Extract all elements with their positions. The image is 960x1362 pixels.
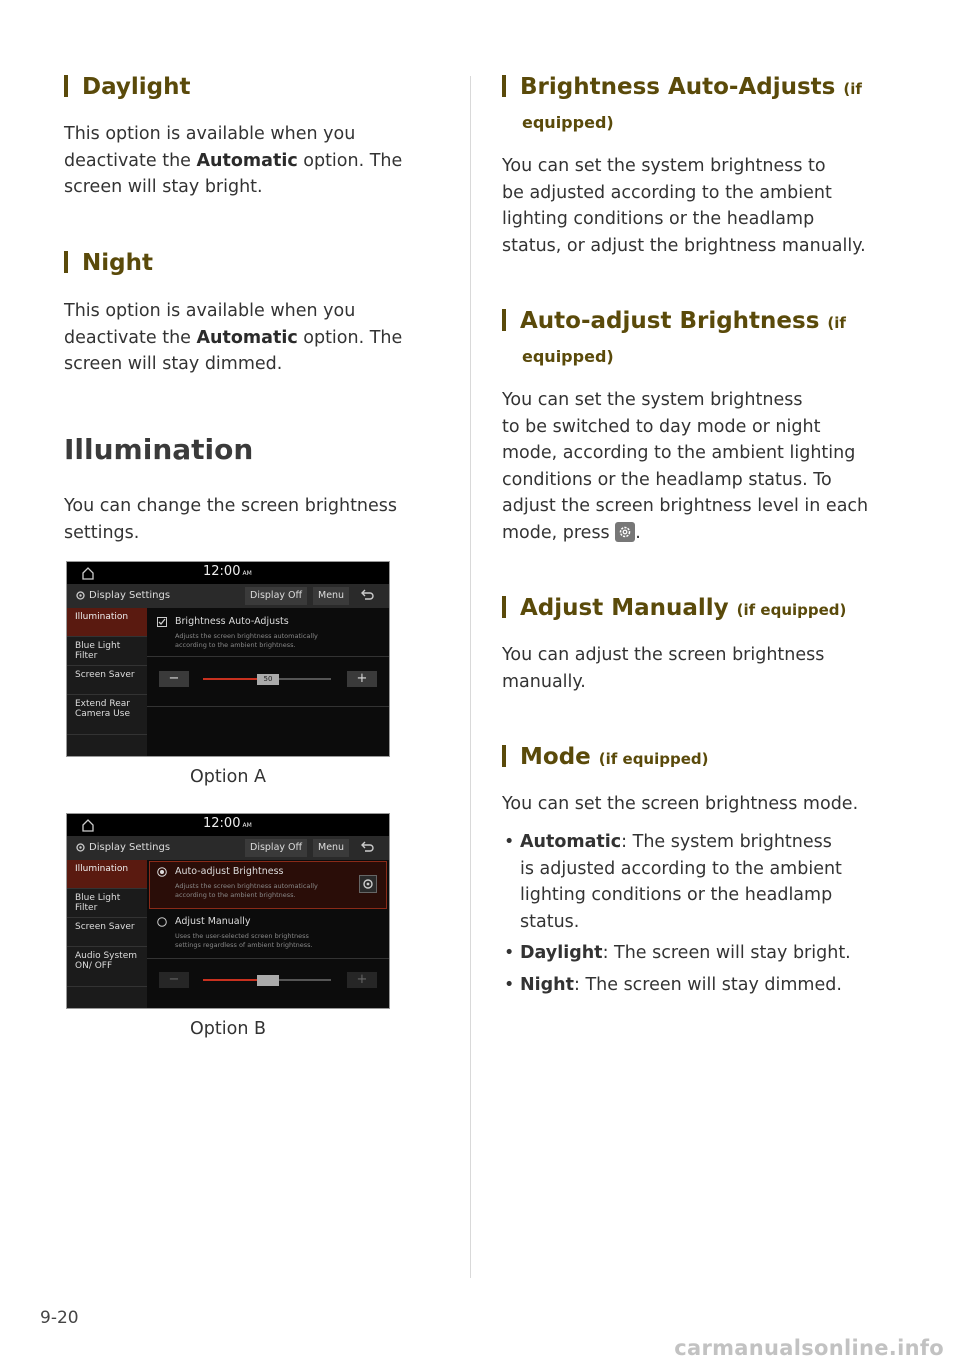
text: Uses the user-selected screen brightness <box>175 932 309 940</box>
slider-knob[interactable] <box>257 975 279 986</box>
adjust-manually-heading-text: Adjust Manually <box>520 595 729 621</box>
illumination-heading: Illumination <box>64 433 254 466</box>
text: AM <box>242 822 252 829</box>
list-item <box>502 940 851 967</box>
text: according to the ambient brightness. <box>175 891 296 899</box>
radio-unselected-icon[interactable] <box>157 917 167 927</box>
text: 12:00 <box>203 564 241 579</box>
text: is adjusted according to the ambient <box>520 858 842 879</box>
sidebar-item-illumination[interactable]: Illumination <box>67 608 147 637</box>
display-off-button[interactable]: Display Off <box>245 839 307 857</box>
mode-intro: You can set the screen brightness mode. <box>502 794 859 814</box>
text: option. The <box>297 327 403 348</box>
text: • <box>504 832 515 852</box>
qualifier: (if equipped) <box>736 601 847 619</box>
screenshot-option-a <box>66 561 390 757</box>
screenshot-option-b <box>66 813 390 1009</box>
sidebar-item-screen-saver[interactable]: Screen Saver <box>67 666 147 695</box>
text: mode, press <box>502 522 610 543</box>
text: lighting conditions or the headlamp <box>520 885 833 905</box>
qualifier: (if <box>827 314 846 332</box>
adjust-manually-body <box>502 642 824 695</box>
text: conditions or the headlamp status. To <box>502 469 832 490</box>
clock <box>203 564 252 579</box>
automatic-term: Automatic <box>196 150 298 171</box>
settings-header <box>67 584 389 608</box>
text: be adjusted according to the ambient <box>502 182 832 203</box>
night-line-2 <box>64 325 402 352</box>
mode-heading <box>502 742 709 774</box>
adjust-manually-heading <box>502 593 846 625</box>
gear-icon <box>615 522 635 542</box>
mode-heading-text: Mode <box>520 744 591 770</box>
night-line-3: screen will stay dimmed. <box>64 354 283 374</box>
checkbox-icon[interactable] <box>157 617 167 627</box>
text: You can set the system brightness to <box>502 156 826 176</box>
gear-icon[interactable] <box>359 875 377 893</box>
text: settings regardless of ambient brightness. <box>175 941 313 949</box>
daylight-line-2 <box>64 148 402 175</box>
settings-sidebar <box>67 860 147 1008</box>
menu-button[interactable]: Menu <box>313 587 349 605</box>
clock <box>203 816 252 831</box>
column-divider <box>470 76 471 1278</box>
option-adjust-manually-desc <box>175 932 313 950</box>
caption-option-b: Option B <box>190 1019 266 1039</box>
home-icon <box>73 564 103 582</box>
text: 12:00 <box>203 816 241 831</box>
option-title: Brightness Auto-Adjusts <box>175 616 289 627</box>
header-title: Display Settings <box>89 842 171 853</box>
brightness-auto-body <box>502 153 866 259</box>
slider-knob[interactable]: 50 <box>257 674 279 685</box>
back-icon[interactable] <box>359 841 375 855</box>
text: deactivate the <box>64 327 191 348</box>
text: AM <box>242 570 252 577</box>
header-title: Display Settings <box>89 590 171 601</box>
decrease-button[interactable]: − <box>159 671 189 687</box>
heading-bar <box>502 745 506 767</box>
option-adjust-manually-title: Adjust Manually <box>175 916 251 927</box>
text: : The screen will stay dimmed. <box>574 974 842 995</box>
brightness-auto-heading-text: Brightness Auto-Adjusts <box>520 74 836 100</box>
night-heading-text: Night <box>82 250 153 276</box>
text: manually. <box>502 671 586 692</box>
text: lighting conditions or the headlamp <box>502 209 815 229</box>
brightness-auto-heading <box>502 72 862 138</box>
text: : The screen will stay bright. <box>602 943 851 963</box>
text: • <box>504 974 515 995</box>
text: mode, according to the ambient lighting <box>502 443 856 463</box>
daylight-body <box>64 121 402 201</box>
text: You can adjust the screen brightness <box>502 645 825 665</box>
daylight-line-1: This option is available when you <box>64 124 356 144</box>
gear-icon <box>75 590 86 601</box>
illumination-line-2: settings. <box>64 522 140 543</box>
increase-button[interactable]: + <box>347 671 377 687</box>
daylight-line-3: screen will stay bright. <box>64 177 263 197</box>
separator <box>147 656 389 657</box>
daylight-heading-text: Daylight <box>82 74 191 100</box>
gear-icon <box>75 842 86 853</box>
text: Night <box>520 974 574 995</box>
qualifier: (if equipped) <box>598 750 709 768</box>
slider-fill <box>203 979 261 981</box>
sidebar-item-illumination[interactable]: Illumination <box>67 860 147 889</box>
home-icon <box>73 816 103 834</box>
separator <box>147 958 389 959</box>
status-bar <box>67 814 389 836</box>
page-number: 9-20 <box>40 1308 79 1328</box>
night-heading <box>64 248 153 278</box>
sidebar-item-screen-saver[interactable]: Screen Saver <box>67 918 147 947</box>
auto-adjust-heading-text: Auto-adjust Brightness <box>520 308 820 334</box>
text: Adjusts the screen brightness automatically <box>175 882 318 890</box>
settings-header <box>67 836 389 860</box>
text: Automatic <box>520 832 622 852</box>
status-bar <box>67 562 389 584</box>
text: • <box>504 943 515 963</box>
auto-adjust-heading <box>502 306 846 372</box>
text: option. The <box>297 150 403 171</box>
text: status. <box>520 911 580 932</box>
daylight-heading <box>64 72 191 102</box>
sidebar-item-blue-light[interactable]: Blue Light Filter <box>67 889 147 918</box>
text: Daylight <box>520 943 603 963</box>
heading-bar <box>502 309 506 331</box>
settings-main <box>147 860 389 1008</box>
increase-button[interactable]: + <box>347 972 377 988</box>
radio-selected-icon[interactable] <box>157 867 167 877</box>
option-desc <box>175 632 318 650</box>
separator <box>147 706 389 707</box>
settings-main <box>147 608 389 756</box>
text: adjust the screen brightness level in each <box>502 496 869 516</box>
watermark: carmanualsonline.info <box>674 1336 944 1360</box>
text: You can set the system brightness <box>502 390 803 410</box>
automatic-term: Automatic <box>196 327 298 348</box>
heading-bar <box>502 596 506 618</box>
menu-button[interactable]: Menu <box>313 839 349 857</box>
sidebar-item-blue-light[interactable]: Blue Light Filter <box>67 637 147 666</box>
text: status, or adjust the brightness manually. <box>502 235 866 256</box>
qualifier: (if <box>843 80 862 98</box>
auto-adjust-body <box>502 387 868 546</box>
settings-sidebar <box>67 608 147 756</box>
back-icon[interactable] <box>359 589 375 603</box>
caption-option-a: Option A <box>190 767 266 787</box>
display-off-button[interactable]: Display Off <box>245 587 307 605</box>
illumination-body <box>64 493 397 546</box>
qualifier-cont: equipped) <box>522 347 614 366</box>
heading-bar <box>64 75 68 97</box>
heading-bar <box>502 75 506 97</box>
mode-list <box>502 829 851 1003</box>
list-item <box>502 972 851 999</box>
illumination-line-1: You can change the screen brightness <box>64 496 398 516</box>
text: deactivate the <box>64 150 191 171</box>
sidebar-item-audio-system[interactable]: Audio System ON/ OFF <box>67 947 147 987</box>
sidebar-item-rear-camera[interactable]: Extend Rear Camera Use <box>67 695 147 735</box>
text: : The system brightness <box>621 832 832 852</box>
option-auto-adjust-desc <box>175 882 318 900</box>
night-line-1: This option is available when you <box>64 301 356 321</box>
option-auto-adjust-title: Auto-adjust Brightness <box>175 866 284 877</box>
text: Adjusts the screen brightness automatically <box>175 632 318 640</box>
text: to be switched to day mode or night <box>502 416 821 437</box>
list-item <box>502 829 851 935</box>
slider-fill <box>203 678 265 680</box>
text <box>502 520 868 547</box>
decrease-button[interactable]: − <box>159 972 189 988</box>
heading-bar <box>64 251 68 273</box>
text: . <box>635 522 641 543</box>
qualifier-cont: equipped) <box>522 113 614 132</box>
night-body <box>64 298 402 378</box>
text: according to the ambient brightness. <box>175 641 296 649</box>
